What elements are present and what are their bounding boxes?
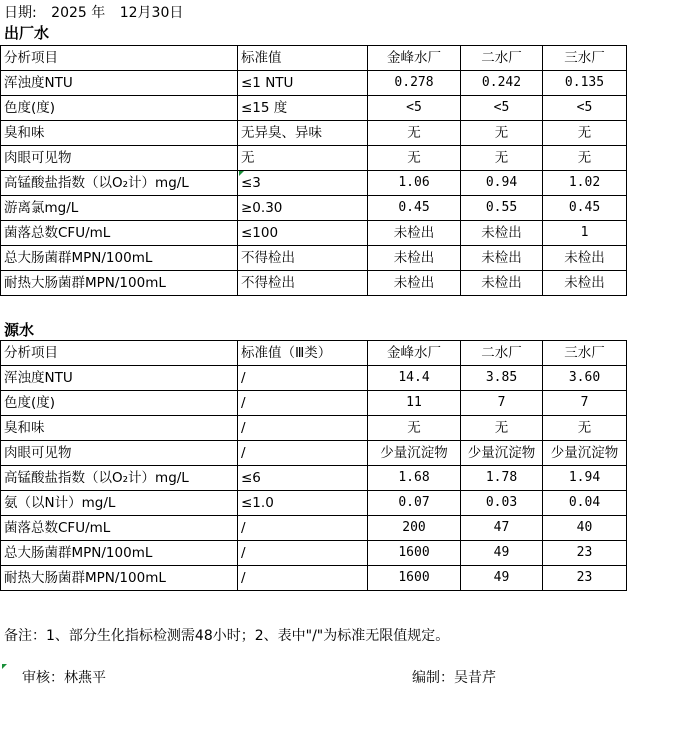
standard-value-cell[interactable]: ≤6: [238, 466, 368, 491]
item-name-cell[interactable]: 肉眼可见物: [1, 146, 238, 171]
measurement-cell[interactable]: 14.4: [368, 366, 461, 391]
standard-value-cell[interactable]: /: [238, 416, 368, 441]
measurement-cell[interactable]: 0.04: [543, 491, 627, 516]
table-row: [1, 391, 627, 416]
date-year: 2025 年: [51, 5, 106, 21]
item-name-cell[interactable]: 游离氯mg/L: [1, 196, 238, 221]
table-row: [1, 366, 627, 391]
standard-value-cell[interactable]: ≤1 NTU: [238, 71, 368, 96]
measurement-cell[interactable]: 0.135: [543, 71, 627, 96]
table-row: [1, 121, 627, 146]
measurement-cell[interactable]: 1.78: [461, 466, 543, 491]
measurement-cell[interactable]: 0.03: [461, 491, 543, 516]
source-table: [0, 340, 627, 591]
measurement-cell[interactable]: 少量沉淀物: [543, 441, 627, 466]
measurement-cell[interactable]: 无: [543, 121, 627, 146]
table-row: [1, 516, 627, 541]
measurement-cell[interactable]: 1600: [368, 541, 461, 566]
item-name-cell[interactable]: 总大肠菌群MPN/100mL: [1, 541, 238, 566]
table-row: [1, 171, 627, 196]
measurement-cell[interactable]: 0.55: [461, 196, 543, 221]
measurement-cell[interactable]: 无: [543, 146, 627, 171]
measurement-cell[interactable]: 47: [461, 516, 543, 541]
table-row: [1, 466, 627, 491]
measurement-cell[interactable]: 未检出: [368, 271, 461, 296]
table-row: [1, 271, 627, 296]
item-name-cell[interactable]: 浑浊度NTU: [1, 366, 238, 391]
cell-comment-marker: [2, 664, 7, 669]
measurement-cell[interactable]: 49: [461, 566, 543, 591]
standard-value-cell[interactable]: /: [238, 391, 368, 416]
table-row: [1, 221, 627, 246]
standard-value-cell[interactable]: ≤15 度: [238, 96, 368, 121]
measurement-cell[interactable]: 40: [543, 516, 627, 541]
measurement-cell[interactable]: 无: [543, 416, 627, 441]
source-section-title: 源水: [4, 321, 35, 339]
date-day: 12月30日: [119, 5, 184, 21]
header-cell[interactable]: 三水厂: [543, 341, 627, 366]
table-row: [1, 196, 627, 221]
table-row: [1, 246, 627, 271]
standard-value-cell[interactable]: ≤1.0: [238, 491, 368, 516]
report-date: [4, 3, 193, 23]
measurement-cell[interactable]: 少量沉淀物: [461, 441, 543, 466]
table-row: [1, 541, 627, 566]
table-row: [1, 416, 627, 441]
standard-value-cell[interactable]: ≤100: [238, 221, 368, 246]
date-label: 日期:: [4, 5, 37, 21]
measurement-cell[interactable]: 无: [461, 146, 543, 171]
item-name-cell[interactable]: 臭和味: [1, 121, 238, 146]
cell-comment-marker: [239, 171, 244, 176]
standard-value-cell[interactable]: ≤3: [238, 171, 368, 196]
table-row: [1, 441, 627, 466]
reviewer-signoff: 审核：林燕平: [22, 670, 106, 686]
measurement-cell[interactable]: 1.68: [368, 466, 461, 491]
measurement-cell[interactable]: 23: [543, 541, 627, 566]
measurement-cell[interactable]: 0.45: [368, 196, 461, 221]
measurement-cell[interactable]: 49: [461, 541, 543, 566]
measurement-cell[interactable]: 未检出: [368, 221, 461, 246]
measurement-cell[interactable]: 无: [368, 146, 461, 171]
item-name-cell[interactable]: 耐热大肠菌群MPN/100mL: [1, 566, 238, 591]
standard-value-cell[interactable]: /: [238, 566, 368, 591]
measurement-cell[interactable]: 1.94: [543, 466, 627, 491]
item-name-cell[interactable]: 浑浊度NTU: [1, 71, 238, 96]
measurement-cell[interactable]: 1.06: [368, 171, 461, 196]
measurement-cell[interactable]: 未检出: [461, 271, 543, 296]
measurement-cell[interactable]: 未检出: [543, 271, 627, 296]
measurement-cell[interactable]: 11: [368, 391, 461, 416]
standard-value-cell[interactable]: 不得检出: [238, 246, 368, 271]
item-name-cell[interactable]: 总大肠菌群MPN/100mL: [1, 246, 238, 271]
header-cell[interactable]: 三水厂: [543, 46, 627, 71]
standard-value-cell[interactable]: 无异臭、异味: [238, 121, 368, 146]
header-cell[interactable]: 分析项目: [1, 341, 238, 366]
measurement-cell[interactable]: <5: [368, 96, 461, 121]
item-name-cell[interactable]: 色度(度): [1, 96, 238, 121]
measurement-cell[interactable]: 1: [543, 221, 627, 246]
measurement-cell[interactable]: 0.07: [368, 491, 461, 516]
standard-value-cell[interactable]: 不得检出: [238, 271, 368, 296]
measurement-cell[interactable]: 0.278: [368, 71, 461, 96]
item-name-cell[interactable]: 菌落总数CFU/mL: [1, 221, 238, 246]
table-row: [1, 566, 627, 591]
measurement-cell[interactable]: 未检出: [461, 221, 543, 246]
standard-value-cell[interactable]: /: [238, 366, 368, 391]
table-row: [1, 96, 627, 121]
measurement-cell[interactable]: 1600: [368, 566, 461, 591]
item-name-cell[interactable]: 耐热大肠菌群MPN/100mL: [1, 271, 238, 296]
header-cell[interactable]: 金峰水厂: [368, 46, 461, 71]
measurement-cell[interactable]: 无: [368, 416, 461, 441]
editor-signoff: 编制：吴昔芹: [412, 670, 496, 686]
item-name-cell[interactable]: 氨（以N计）mg/L: [1, 491, 238, 516]
item-name-cell[interactable]: 肉眼可见物: [1, 441, 238, 466]
measurement-cell[interactable]: 无: [461, 416, 543, 441]
header-cell[interactable]: 标准值（Ⅲ类）: [238, 341, 368, 366]
measurement-cell[interactable]: 无: [461, 121, 543, 146]
measurement-cell[interactable]: 无: [368, 121, 461, 146]
outflow-table: [0, 45, 627, 296]
item-name-cell[interactable]: 臭和味: [1, 416, 238, 441]
table-row: [1, 71, 627, 96]
measurement-cell[interactable]: 少量沉淀物: [368, 441, 461, 466]
header-cell[interactable]: 分析项目: [1, 46, 238, 71]
measurement-cell[interactable]: 0.45: [543, 196, 627, 221]
standard-value-cell[interactable]: /: [238, 441, 368, 466]
header-cell[interactable]: 标准值: [238, 46, 368, 71]
measurement-cell[interactable]: 3.85: [461, 366, 543, 391]
header-cell[interactable]: 二水厂: [461, 46, 543, 71]
header-cell[interactable]: 二水厂: [461, 341, 543, 366]
table-row: [1, 146, 627, 171]
standard-value-cell[interactable]: ≥0.30: [238, 196, 368, 221]
item-name-cell[interactable]: 色度(度): [1, 391, 238, 416]
outflow-section-title: 出厂水: [4, 24, 50, 42]
standard-value-cell[interactable]: 无: [238, 146, 368, 171]
measurement-cell[interactable]: <5: [461, 96, 543, 121]
measurement-cell[interactable]: 未检出: [543, 246, 627, 271]
standard-value-cell[interactable]: /: [238, 541, 368, 566]
table-header-row: [1, 46, 627, 71]
item-name-cell[interactable]: 菌落总数CFU/mL: [1, 516, 238, 541]
measurement-cell[interactable]: 未检出: [368, 246, 461, 271]
table-header-row: [1, 341, 627, 366]
measurement-cell[interactable]: <5: [543, 96, 627, 121]
header-cell[interactable]: 金峰水厂: [368, 341, 461, 366]
item-name-cell[interactable]: 高锰酸盐指数（以O₂计）mg/L: [1, 171, 238, 196]
standard-value-cell[interactable]: /: [238, 516, 368, 541]
measurement-cell[interactable]: 0.242: [461, 71, 543, 96]
measurement-cell[interactable]: 7: [461, 391, 543, 416]
measurement-cell[interactable]: 0.94: [461, 171, 543, 196]
measurement-cell[interactable]: 1.02: [543, 171, 627, 196]
measurement-cell[interactable]: 200: [368, 516, 461, 541]
measurement-cell[interactable]: 23: [543, 566, 627, 591]
table-row: [1, 491, 627, 516]
measurement-cell[interactable]: 未检出: [461, 246, 543, 271]
remark-note: 备注：1、部分生化指标检测需48小时；2、表中"/"为标准无限值规定。: [4, 628, 450, 644]
measurement-cell[interactable]: 7: [543, 391, 627, 416]
measurement-cell[interactable]: 3.60: [543, 366, 627, 391]
item-name-cell[interactable]: 高锰酸盐指数（以O₂计）mg/L: [1, 466, 238, 491]
